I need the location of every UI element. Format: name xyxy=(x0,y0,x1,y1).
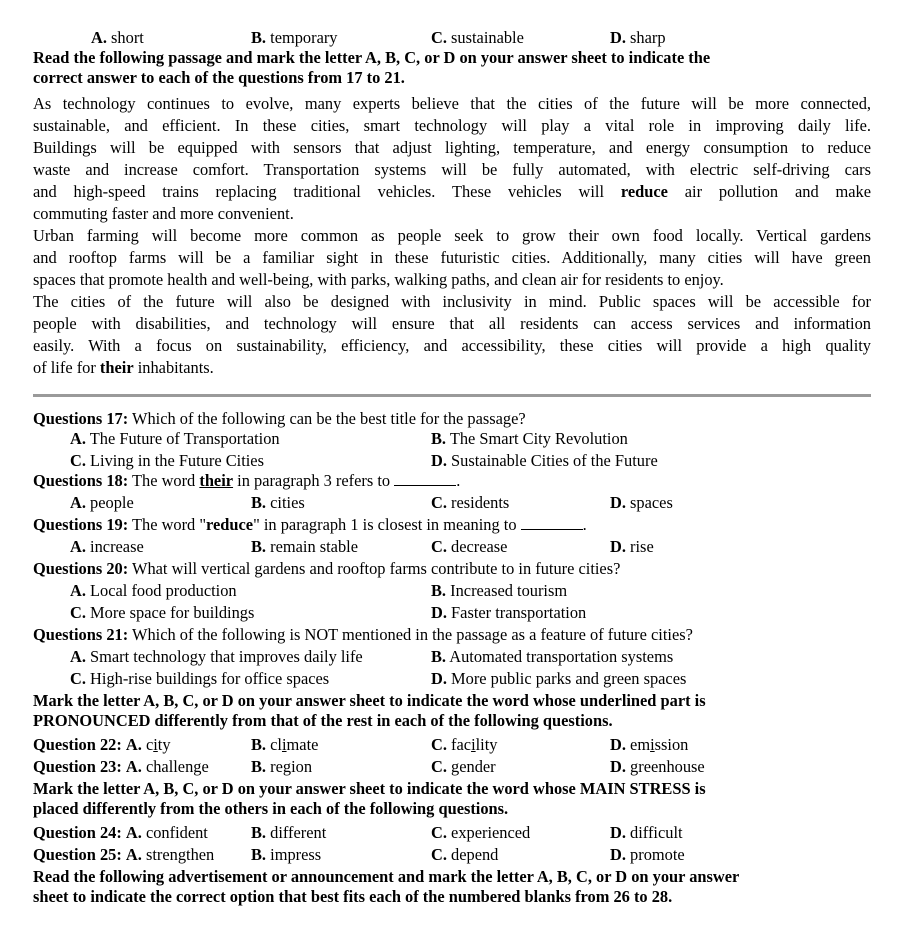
q17-option-c: C. Living in the Future Cities xyxy=(70,451,264,470)
q18-stem: Questions 18: The word their in paragraph 3 refers to . xyxy=(33,471,461,490)
passage-bold-reduce: reduce xyxy=(620,182,668,201)
q17-option-a: A. The Future of Transportation xyxy=(70,429,280,448)
q21-option-b: B. Automated transportation systems xyxy=(431,647,674,666)
answer-blank xyxy=(394,471,456,486)
q20-stem: Questions 20: What will vertical gardens and rooftop farms contribute to in future cities? xyxy=(33,559,621,578)
q17-option-b: B. The Smart City Revolution xyxy=(431,429,628,448)
instruction-pronunciation-line2: PRONOUNCED differently from that of the rest in each of the following questions. xyxy=(33,711,613,730)
q19-target-word: reduce xyxy=(206,515,254,534)
q16-option-d: D. sharp xyxy=(610,28,666,47)
passage-p2-line2: and rooftop farms will be a familiar sight in these futuristic cities. Additionally, many cities will have green xyxy=(33,248,871,267)
passage-p2-line3: spaces that promote health and well-being, with parks, walking paths, and clean air for residents to enjoy. xyxy=(33,270,724,289)
q23-option-c: C. gender xyxy=(431,757,496,776)
q18-option-a: A. people xyxy=(70,493,134,512)
instruction-advertisement-line2: sheet to indicate the correct option that best fits each of the numbered blanks from 26 to 28. xyxy=(33,887,673,906)
q19-option-a: A. increase xyxy=(70,537,144,556)
passage-p1-line5: and high-speed trains replacing traditional vehicles. These vehicles will reduce air pollution and make xyxy=(33,182,871,201)
passage-p1-line3: Buildings will be equipped with sensors that adjust lighting, temperature, and energy consumption to reduce xyxy=(33,138,871,157)
q18-option-d: D. spaces xyxy=(610,493,673,512)
q16-option-b: B. temporary xyxy=(251,28,338,47)
q21-stem: Questions 21: Which of the following is NOT mentioned in the passage as a feature of future cities? xyxy=(33,625,693,644)
q18-option-b: B. cities xyxy=(251,493,305,512)
q24-option-d: D. difficult xyxy=(610,823,683,842)
q20-option-b: B. Increased tourism xyxy=(431,581,568,600)
q16-option-c: C. sustainable xyxy=(431,28,524,47)
passage-p1-line4: waste and increase comfort. Transportation systems will be fully automated, with electric self-driving cars xyxy=(33,160,871,179)
q22-option-d: D. emission xyxy=(610,735,689,754)
section-divider xyxy=(33,394,871,397)
q19-stem: Questions 19: The word "reduce" in paragraph 1 is closest in meaning to . xyxy=(33,515,587,534)
answer-blank xyxy=(521,515,583,530)
q21-option-a: A. Smart technology that improves daily life xyxy=(70,647,363,666)
q25-option-a: Question 25: A. strengthen xyxy=(33,845,215,864)
passage-p3-line3: easily. With a focus on sustainability, efficiency, and accessibility, these cities will provide a high quality xyxy=(33,336,871,355)
q19-option-d: D. rise xyxy=(610,537,654,556)
instruction-stress-line1: Mark the letter A, B, C, or D on your answer sheet to indicate the word whose MAIN STRESS is xyxy=(33,779,706,798)
q24-option-a: Question 24: A. confident xyxy=(33,823,208,842)
passage-p1-line1: As technology continues to evolve, many experts believe that the cities of the future will be more connected, xyxy=(33,94,871,113)
q25-option-b: B. impress xyxy=(251,845,322,864)
passage-p1-line6: commuting faster and more convenient. xyxy=(33,204,294,223)
q17-stem: Questions 17: Which of the following can be the best title for the passage? xyxy=(33,409,526,428)
passage-p3-line2: people with disabilities, and technology will ensure that all residents can access services and information xyxy=(33,314,871,333)
q20-option-d: D. Faster transportation xyxy=(431,603,587,622)
q16-option-a: A. short xyxy=(91,28,144,47)
passage-p2-line1: Urban farming will become more common as people seek to grow their own food locally. Vertical gardens xyxy=(33,226,871,245)
q23-option-b: B. region xyxy=(251,757,313,776)
q21-option-d: D. More public parks and green spaces xyxy=(431,669,687,688)
q18-target-word: their xyxy=(199,471,234,490)
passage-p1-line2: sustainable, and efficient. In these cities, smart technology will play a vital role in improving daily life. xyxy=(33,116,871,135)
passage-p3-line4: of life for their inhabitants. xyxy=(33,358,214,377)
instruction-passage-line1: Read the following passage and mark the letter A, B, C, or D on your answer sheet to indicate the xyxy=(33,48,711,67)
q23-option-a: Question 23: A. challenge xyxy=(33,757,209,776)
q24-option-c: C. experienced xyxy=(431,823,531,842)
q22-option-b: B. climate xyxy=(251,735,319,754)
q24-option-b: B. different xyxy=(251,823,327,842)
q17-option-d: D. Sustainable Cities of the Future xyxy=(431,451,658,470)
q21-option-c: C. High-rise buildings for office spaces xyxy=(70,669,330,688)
q25-option-c: C. depend xyxy=(431,845,499,864)
instruction-advertisement-line1: Read the following advertisement or announcement and mark the letter A, B, C, or D on your answer xyxy=(33,867,740,886)
instruction-pronunciation-line1: Mark the letter A, B, C, or D on your answer sheet to indicate the word whose underlined part is xyxy=(33,691,706,710)
passage-bold-their: their xyxy=(99,358,134,377)
q22-option-c: C. facility xyxy=(431,735,498,754)
q20-option-c: C. More space for buildings xyxy=(70,603,255,622)
q22-option-a: Question 22: A. city xyxy=(33,735,171,754)
q23-option-d: D. greenhouse xyxy=(610,757,705,776)
q25-option-d: D. promote xyxy=(610,845,685,864)
instruction-stress-line2: placed differently from the others in each of the following questions. xyxy=(33,799,509,818)
passage-p3-line1: The cities of the future will also be designed with inclusivity in mind. Public spaces will be accessible for xyxy=(33,292,871,311)
q19-option-c: C. decrease xyxy=(431,537,508,556)
q20-option-a: A. Local food production xyxy=(70,581,237,600)
instruction-passage-line2: correct answer to each of the questions from 17 to 21. xyxy=(33,68,405,87)
q18-option-c: C. residents xyxy=(431,493,510,512)
q19-option-b: B. remain stable xyxy=(251,537,358,556)
